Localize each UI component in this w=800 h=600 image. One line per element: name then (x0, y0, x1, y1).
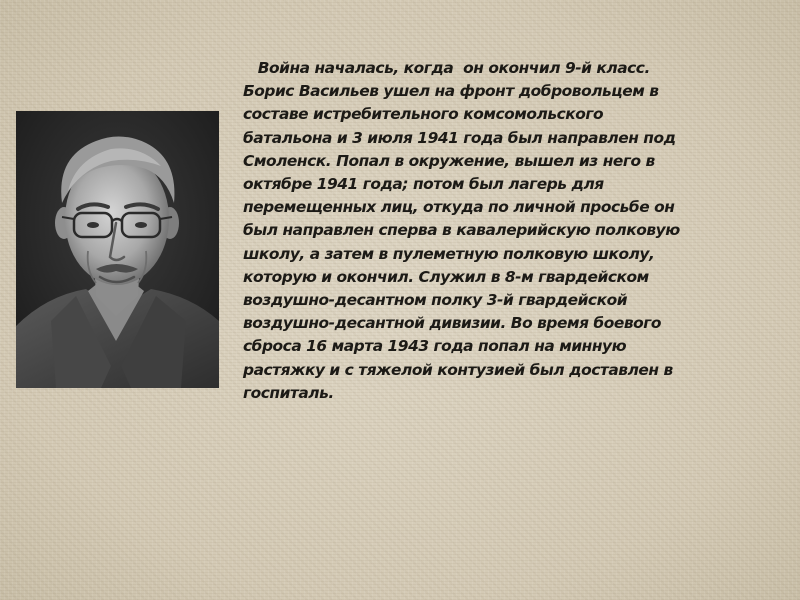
paragraph-line: Смоленск. Попал в окружение, вышел из него в (243, 151, 655, 170)
paragraph-line: перемещенных лиц, откуда по личной просьбе он (243, 198, 675, 217)
portrait-illustration (16, 111, 219, 388)
paragraph-line: которую и окончил. Служил в 8-м гвардейском (243, 267, 649, 286)
paragraph-line: школу, а затем в пулеметную полковую школу, (243, 244, 655, 263)
paragraph-line: госпиталь. (243, 383, 334, 402)
paragraph-line: растяжку и с тяжелой контузией был доставлен в (243, 360, 673, 379)
paragraph-line: воздушно-десантной дивизии. Во время боевого (243, 314, 661, 333)
portrait-photo (16, 111, 219, 388)
paragraph-line: составе истребительного комсомольского (243, 105, 604, 124)
biography-paragraph (243, 57, 768, 405)
paragraph-line: сброса 16 марта 1943 года попал на минную (243, 337, 627, 356)
paragraph-line: воздушно-десантном полку 3-й гвардейской (243, 291, 628, 310)
paragraph-line: октябре 1941 года; потом был лагерь для (243, 175, 604, 194)
paragraph-line: Война началась, когда он окончил 9-й класс. (243, 59, 650, 77)
paragraph-line: был направлен сперва в кавалерийскую полковую (243, 221, 680, 240)
paragraph-line: батальона и 3 июля 1941 года был направлен под (243, 128, 676, 147)
paragraph-line: Борис Васильев ушел на фронт добровольцем в (243, 82, 659, 101)
